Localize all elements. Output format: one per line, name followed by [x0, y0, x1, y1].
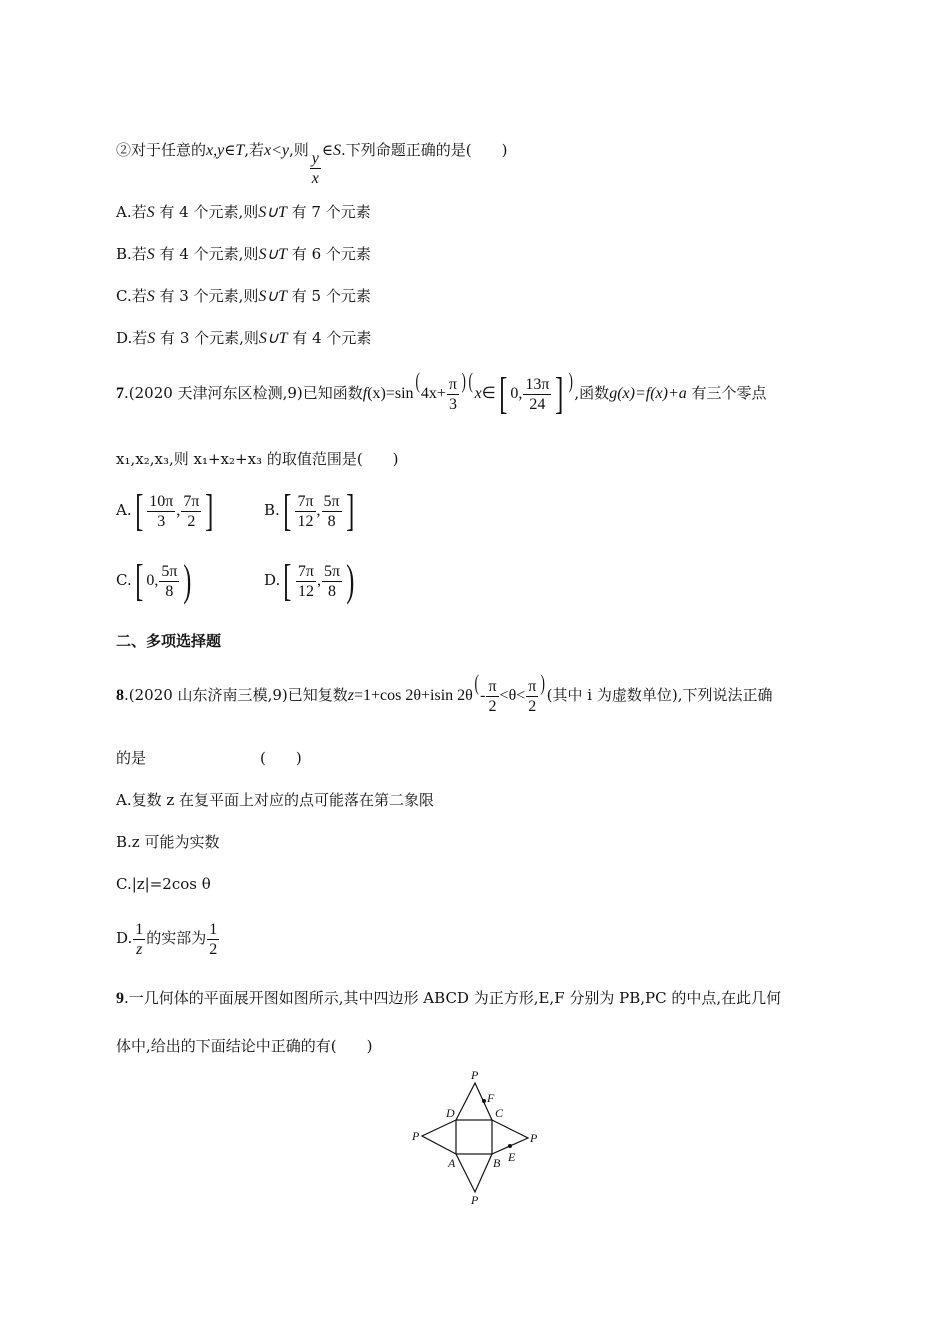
label-e: E: [508, 1150, 516, 1164]
right-triangle: [492, 1120, 528, 1154]
q9-number: 9: [116, 990, 124, 1007]
point-f: [482, 1099, 486, 1103]
pyramid-net-figure: [400, 1060, 560, 1210]
q9-line2: 体中,给出的下面结论中正确的有( ): [116, 1037, 373, 1055]
label-p-left: P: [412, 1129, 420, 1143]
left-bracket: [: [498, 369, 508, 418]
label-p-right: P: [530, 1131, 538, 1145]
q7-stem: 7.(2020 天津河东区检测,9)已知函数f(x)=sin(4x+ $\frac{\pi}{3}$ ) (x∈[ 0, $\frac{13\pi}{24}$ ] ),函数g(x)=f(x)+a 有三个零点: [116, 368, 767, 418]
q8-option-a[interactable]: A.复数 z 在复平面上对应的点可能落在第二象限: [116, 791, 435, 809]
label-c: C: [495, 1106, 504, 1120]
right-paren: ): [461, 368, 466, 393]
q7-line2: x₁,x₂,x₃,则 x₁+x₂+x₃ 的取值范围是( ): [116, 450, 399, 468]
section-multiple-choice-heading: 二、多项选择题: [116, 632, 222, 650]
q6-option-c[interactable]: C.若S 有 3 个元素,则S∪T 有 5 个元素: [116, 287, 371, 305]
q7-option-a[interactable]: A.[ $\frac{10\pi}{3}$ , $\frac{7\pi}{2}$ ]: [116, 486, 214, 535]
q7-option-c[interactable]: C.[ 0, $\frac{5\pi}{8}$ ): [116, 556, 192, 605]
left-paren: (: [468, 368, 474, 393]
q6-condition-2: ②对于任意的x,y∈T,若x<y,则 $\frac{y}{x}$ ∈S.下列命题正确的是( ): [116, 141, 508, 187]
q6-option-d[interactable]: D.若S 有 3 个元素,则S∪T 有 4 个元素: [116, 329, 372, 347]
label-p-bottom: P: [471, 1193, 479, 1207]
left-paren: (: [415, 368, 420, 393]
q8-option-c[interactable]: C.|z|=2cos θ: [116, 875, 211, 893]
q8-line2: 的是 ( ): [116, 749, 302, 767]
bottom-triangle: [456, 1154, 492, 1192]
label-b: B: [493, 1156, 501, 1170]
q6-option-b[interactable]: B.若S 有 4 个元素,则S∪T 有 6 个元素: [116, 245, 371, 263]
label-d: D: [446, 1106, 455, 1120]
q8-option-b[interactable]: B.z 可能为实数: [116, 833, 220, 851]
q8-stem: 8.(2020 山东济南三模,9)已知复数z=1+cos 2θ+isin 2θ(- $\frac{\pi}{2}$ <θ< $\frac{\pi}{2}$ )(其中 i 为虚数单位),下列说法正确: [116, 670, 773, 715]
q8-option-d[interactable]: D. $\frac{1}{z}$ 的实部为 $\frac{1}{2}$: [116, 920, 218, 958]
q6-option-a[interactable]: A.若S 有 4 个元素,则S∪T 有 7 个元素: [116, 203, 371, 221]
q7-number: 7: [116, 385, 124, 402]
right-paren: ): [568, 368, 573, 393]
right-bracket: ]: [555, 369, 564, 418]
point-e: [508, 1144, 512, 1148]
q9-line1: 9.一几何体的平面展开图如图所示,其中四边形 ABCD 为正方形,E,F 分别为 PB,PC 的中点,在此几何: [116, 989, 782, 1007]
y-over-x-fraction: $\frac{y}{x}$: [311, 150, 319, 187]
left-triangle: [422, 1120, 456, 1154]
label-p-top: P: [471, 1068, 479, 1082]
q7-option-b[interactable]: B.[ $\frac{7\pi}{12}$ , $\frac{5\pi}{8}$ ]: [264, 486, 354, 535]
q7-option-d[interactable]: D.[ $\frac{7\pi}{12}$ , $\frac{5\pi}{8}$ ): [264, 556, 355, 605]
label-f: F: [487, 1091, 495, 1105]
q8-number: 8: [116, 687, 124, 704]
square-abcd: [456, 1120, 492, 1154]
label-a: A: [448, 1156, 456, 1170]
